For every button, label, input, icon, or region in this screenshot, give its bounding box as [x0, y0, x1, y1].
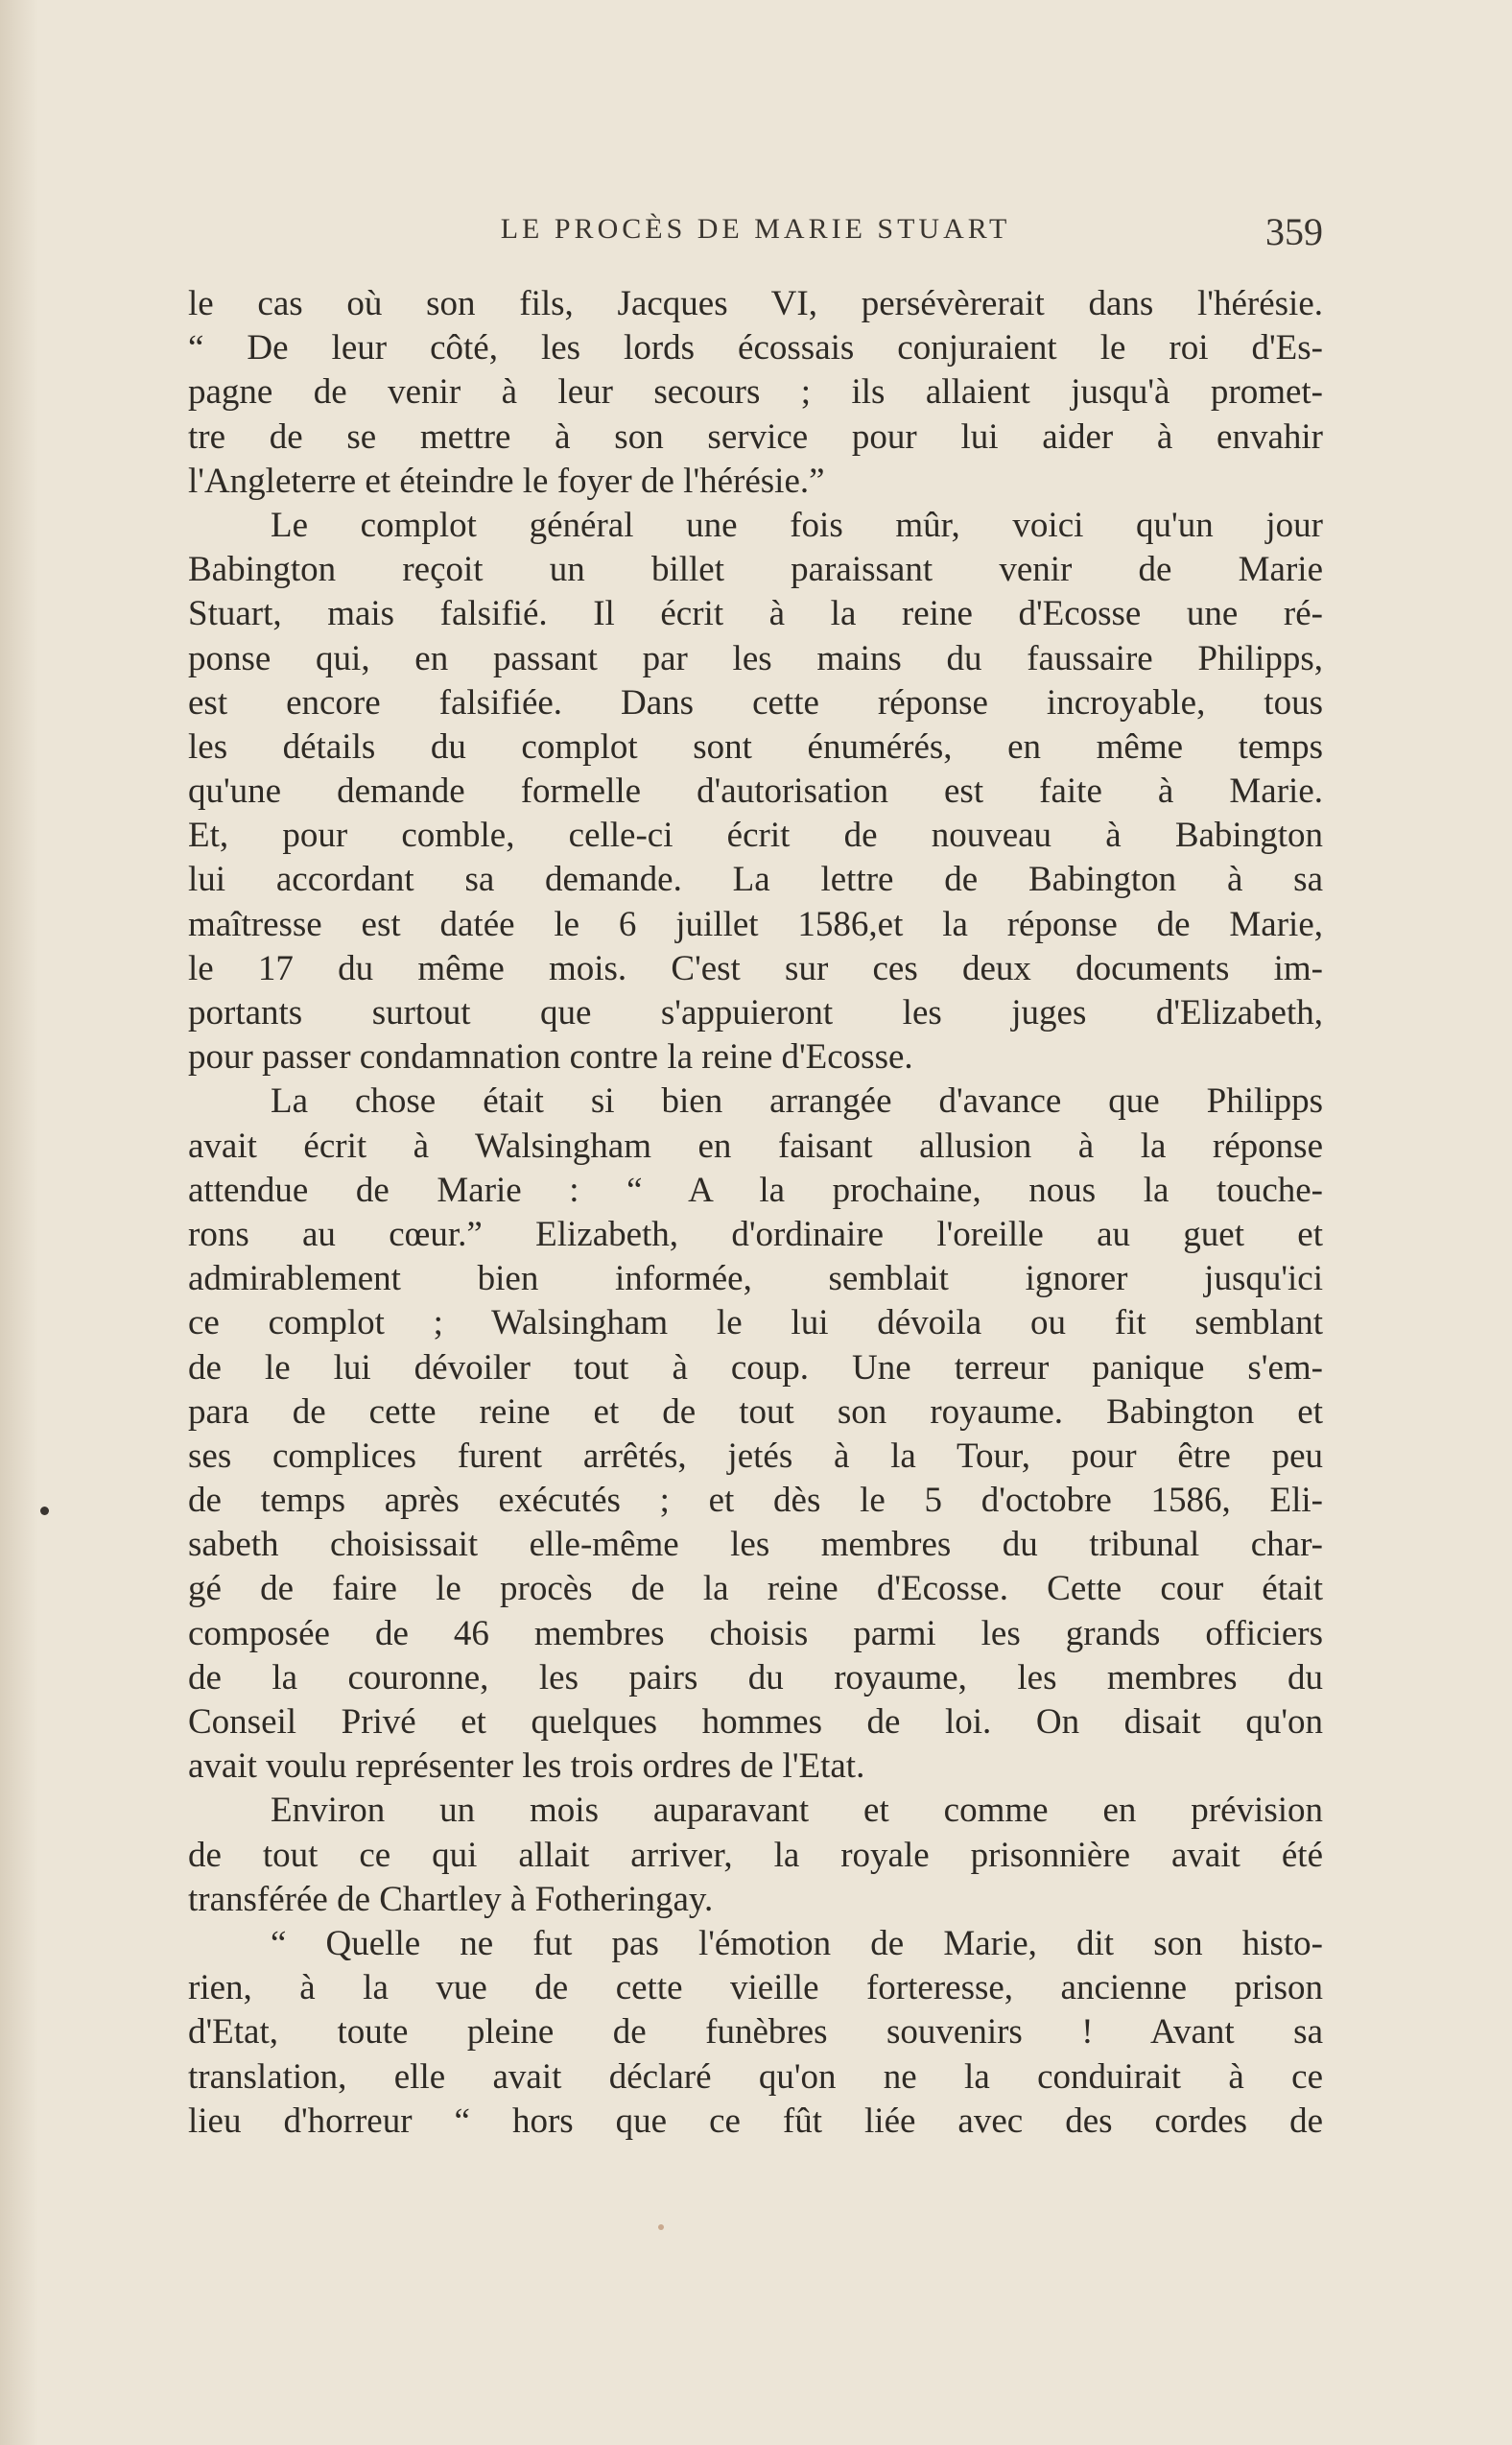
ink-speck [40, 1507, 49, 1515]
text-line: pour passer condamnation contre la reine d'Ecosse. [188, 1037, 913, 1078]
text-line: pagne de venir à leur secours ; ils allaient jusqu'à promet- [188, 372, 1323, 413]
running-header [188, 210, 1323, 257]
text-line: “ De leur côté, les lords écossais conjuraient le roi d'Es- [188, 328, 1323, 368]
text-line: ce complot ; Walsingham le lui dévoila ou fit semblant [188, 1303, 1323, 1343]
text-line: attendue de Marie : “ A la prochaine, nous la touche- [188, 1170, 1323, 1210]
text-line: Stuart, mais falsifié. Il écrit à la reine d'Ecosse une ré- [188, 594, 1323, 634]
text-line: le cas où son fils, Jacques VI, persévèrerait dans l'hérésie. [188, 284, 1323, 323]
text-line: La chose était si bien arrangée d'avance que Philipps [271, 1081, 1323, 1122]
text-line: de le lui dévoiler tout à coup. Une terreur panique s'em- [188, 1347, 1323, 1388]
text-line: ponse qui, en passant par les mains du faussaire Philipps, [188, 638, 1323, 678]
text-line: est encore falsifiée. Dans cette réponse incroyable, tous [188, 682, 1323, 723]
body-text [188, 282, 1323, 2144]
page-edge-shadow [0, 0, 38, 2445]
text-line: Babington reçoit un billet paraissant venir de Marie [188, 550, 1323, 590]
text-line: l'Angleterre et éteindre le foyer de l'hérésie.” [188, 461, 825, 501]
text-line: lui accordant sa demande. La lettre de Babington à sa [188, 860, 1323, 900]
text-line: para de cette reine et de tout son royaume. Babington et [188, 1391, 1323, 1432]
text-line: d'Etat, toute pleine de funèbres souvenirs ! Avant sa [188, 2012, 1323, 2053]
text-line: rons au cœur.” Elizabeth, d'ordinaire l'oreille au guet et [188, 1214, 1323, 1254]
text-line: maîtresse est datée le 6 juillet 1586,et la réponse de Marie, [188, 904, 1323, 944]
text-line: lieu d'horreur “ hors que ce fût liée avec des cordes de [188, 2101, 1323, 2141]
text-line: avait voulu représenter les trois ordres de l'Etat. [188, 1746, 865, 1787]
text-line: Environ un mois auparavant et comme en prévision [271, 1791, 1323, 1831]
page-number: 359 [1265, 210, 1323, 253]
text-line: avait écrit à Walsingham en faisant allusion à la réponse [188, 1126, 1323, 1166]
paper-spot [658, 2224, 664, 2230]
text-line: transférée de Chartley à Fotheringay. [188, 1879, 714, 1919]
text-line: le 17 du même mois. C'est sur ces deux documents im- [188, 948, 1323, 988]
text-line: sabeth choisissait elle-même les membres du tribunal char- [188, 1525, 1323, 1565]
text-line: “ Quelle ne fut pas l'émotion de Marie, dit son histo- [271, 1923, 1323, 1963]
text-line: portants surtout que s'appuieront les juges d'Elizabeth, [188, 993, 1323, 1033]
text-line: Le complot général une fois mûr, voici qu'un jour [271, 505, 1323, 545]
text-line: qu'une demande formelle d'autorisation est faite à Marie. [188, 771, 1323, 812]
text-line: les détails du complot sont énumérés, en même temps [188, 726, 1323, 767]
text-line: Conseil Privé et quelques hommes de loi. On disait qu'on [188, 1702, 1323, 1742]
text-line: gé de faire le procès de la reine d'Ecosse. Cette cour était [188, 1569, 1323, 1609]
text-line: translation, elle avait déclaré qu'on ne la conduirait à ce [188, 2056, 1323, 2097]
text-line: de la couronne, les pairs du royaume, les membres du [188, 1657, 1323, 1697]
text-line: tre de se mettre à son service pour lui aider à envahir [188, 416, 1323, 457]
text-line: de temps après exécutés ; et dès le 5 d'octobre 1586, Eli- [188, 1481, 1323, 1521]
text-line: admirablement bien informée, semblait ignorer jusqu'ici [188, 1259, 1323, 1299]
text-line: ses complices furent arrêtés, jetés à la Tour, pour être peu [188, 1436, 1323, 1476]
running-title: LE PROCÈS DE MARIE STUART [500, 213, 1011, 245]
text-line: rien, à la vue de cette vieille forteresse, ancienne prison [188, 1968, 1323, 2008]
text-line: composée de 46 membres choisis parmi les grands officiers [188, 1613, 1323, 1653]
text-line: Et, pour comble, celle-ci écrit de nouveau à Babington [188, 816, 1323, 856]
text-line: de tout ce qui allait arriver, la royale prisonnière avait été [188, 1835, 1323, 1875]
